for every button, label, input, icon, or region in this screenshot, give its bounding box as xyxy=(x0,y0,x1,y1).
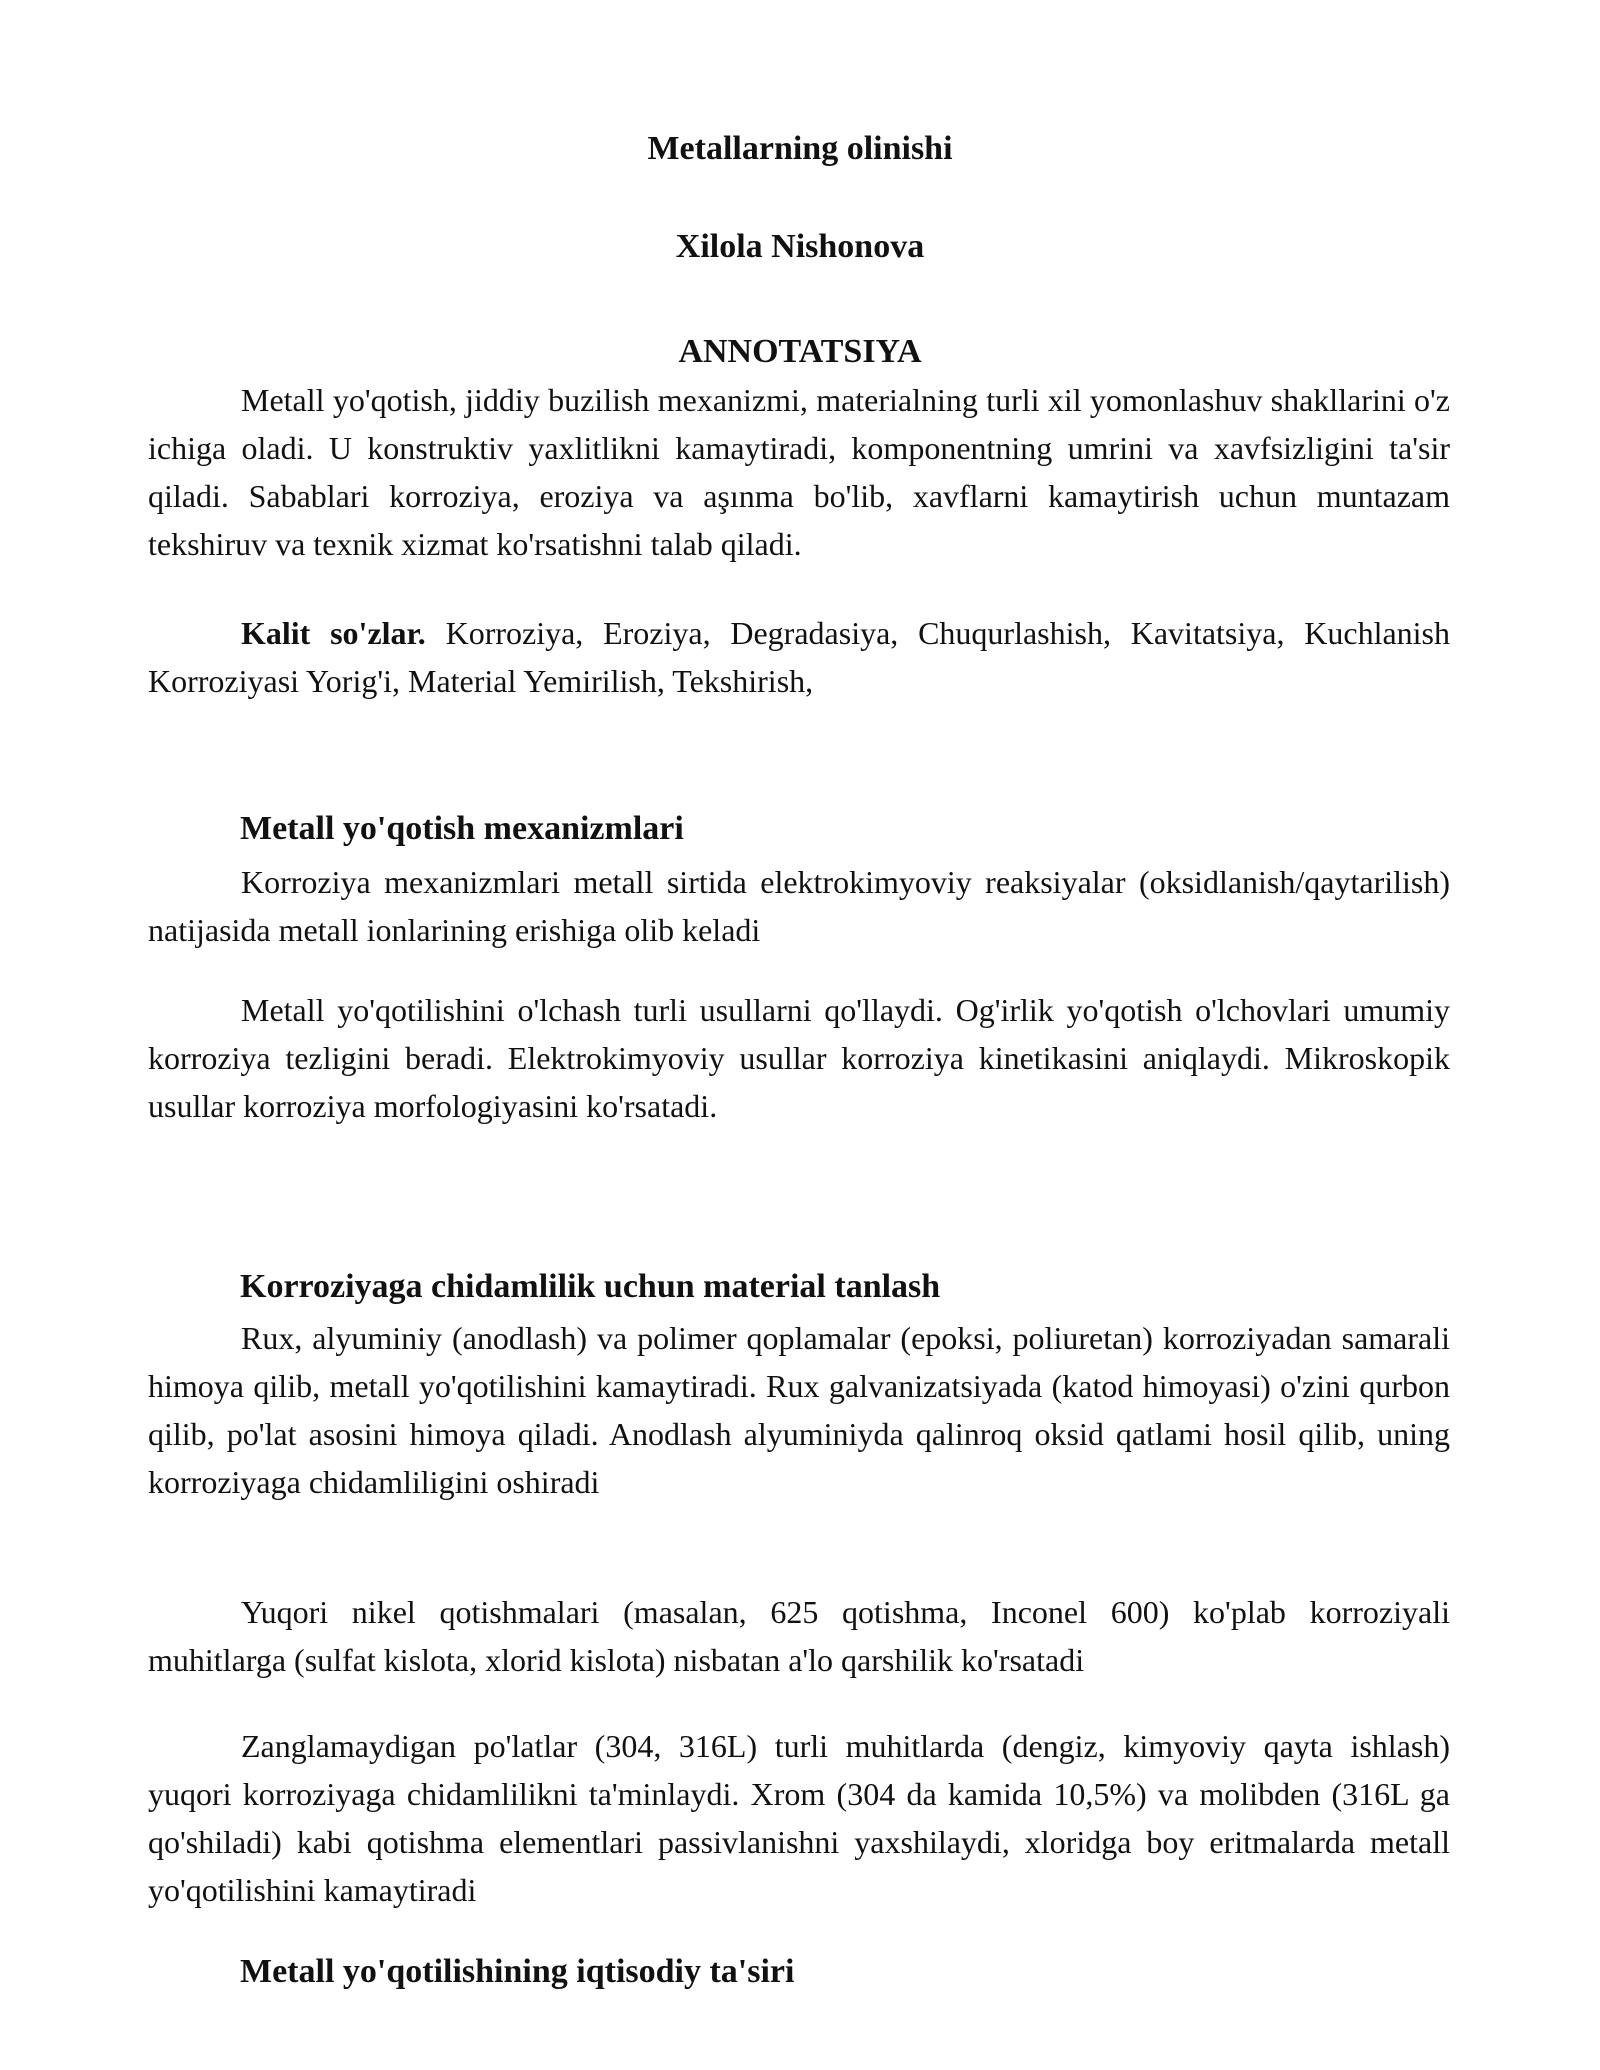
section-heading-material-selection: Korroziyaga chidamlilik uchun material tanlash xyxy=(240,1268,941,1305)
section-heading-mechanisms: Metall yo'qotish mexanizmlari xyxy=(240,810,684,847)
material-selection-paragraph-1: Rux, alyuminiy (anodlash) va polimer qoplamalar (epoksi, poliuretan) korroziyadan samarali himoya qilib, metall yo'qotilishini kamaytiradi. Rux galvanizatsiyada (katod himoyasi) o'zini qurbon qilib, po'lat asosini himoya qiladi. Anodlash alyuminiyda qalinroq oksid qatlami hosil qilib, uning korroziyaga chidamliligini oshiradi xyxy=(148,1320,1450,1500)
annotation-heading: ANNOTATSIYA xyxy=(678,333,922,370)
annotation-paragraph: Metall yo'qotish, jiddiy buzilish mexanizmi, materialning turli xil yomonlashuv shakllarini o'z ichiga oladi. U konstruktiv yaxlitlikni kamaytiradi, komponentning umrini va xavfsizligini ta'sir qiladi. Sabablari korroziya, eroziya va aşınma bo'lib, xavflarni kamaytirish uchun muntazam tekshiruv va texnik xizmat ko'rsatishni talab qiladi. xyxy=(148,382,1450,562)
keywords-label: Kalit so'zlar. xyxy=(241,615,426,651)
document-title: Metallarning olinishi xyxy=(647,130,953,167)
mechanisms-paragraph-1: Korroziya mexanizmlari metall sirtida elektrokimyoviy reaksiyalar (oksidlanish/qaytarilish) natijasida metall ionlarining erishiga olib keladi xyxy=(148,864,1450,948)
section-heading-economic-impact: Metall yo'qotilishining iqtisodiy ta'siri xyxy=(240,1953,795,1990)
author-name: Xilola Nishonova xyxy=(675,228,925,265)
mechanisms-paragraph-2: Metall yo'qotilishini o'lchash turli usullarni qo'llaydi. Og'irlik yo'qotish o'lchovlari umumiy korroziya tezligini beradi. Elektrokimyoviy usullar korroziya kinetikasini aniqlaydi. Mikroskopik usullar korroziya morfologiyasini ko'rsatadi. xyxy=(148,992,1450,1124)
material-selection-paragraph-3: Zanglamaydigan po'latlar (304, 316L) turli muhitlarda (dengiz, kimyoviy qayta ishlash) yuqori korroziyaga chidamlilikni ta'minlaydi. Xrom (304 da kamida 10,5%) va molibden (316L ga qo'shiladi) kabi qotishma elementlari passivlanishni yaxshilaydi, xloridga boy eritmalarda metall yo'qotilishini kamaytiradi xyxy=(148,1728,1450,1908)
keywords-text: Korroziya, Eroziya, Degradasiya, Chuqurlashish, Kavitatsiya, Kuchlanish Korroziyasi Yorig'i, Material Yemirilish, Tekshirish, xyxy=(148,615,1451,699)
keywords-paragraph xyxy=(148,609,1450,705)
material-selection-paragraph-2: Yuqori nikel qotishmalari (masalan, 625 qotishma, Inconel 600) ko'plab korroziyali muhitlarga (sulfat kislota, xlorid kislota) nisbatan a'lo qarshilik ko'rsatadi xyxy=(148,1594,1450,1678)
